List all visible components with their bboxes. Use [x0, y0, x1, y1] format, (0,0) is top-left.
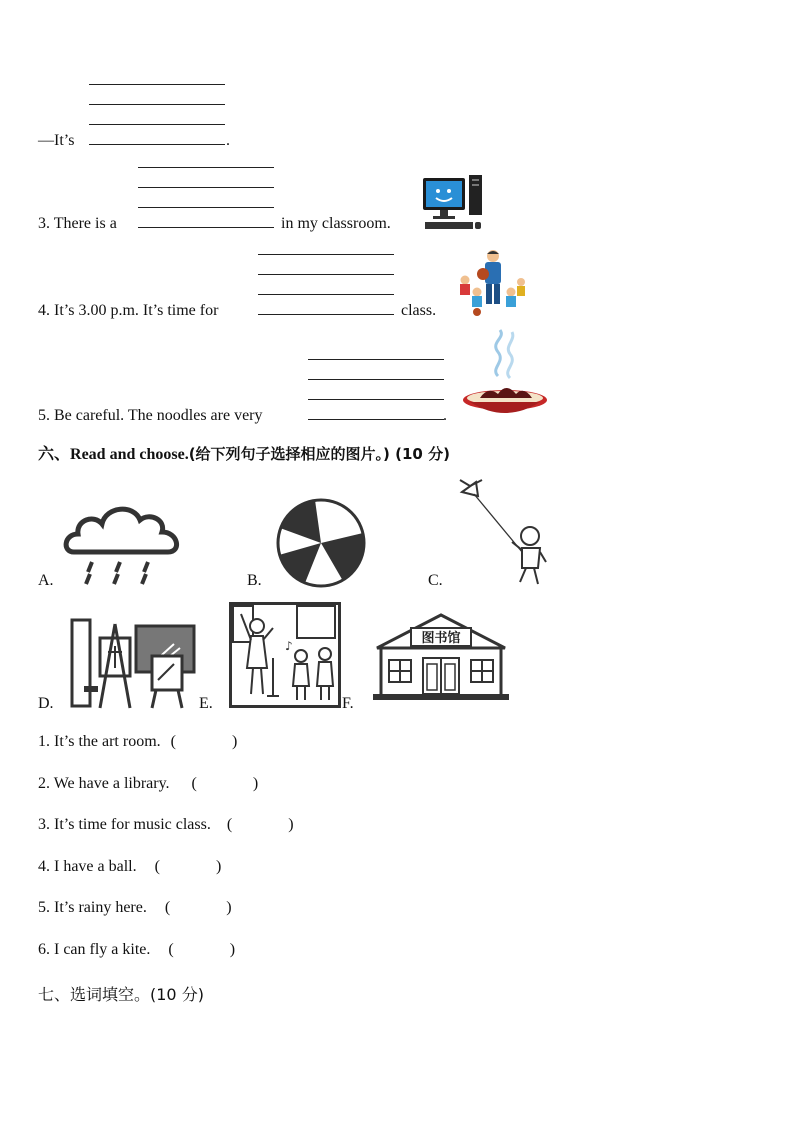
question-6-text: 6. I can fly a kite.: [38, 941, 151, 958]
question-4-answer-paren[interactable]: ( ): [154, 858, 222, 875]
q3-suffix: in my classroom.: [281, 215, 391, 232]
q3-prefix: 3. There is a: [38, 215, 117, 232]
question-1-text: 1. It’s the art room.: [38, 733, 161, 750]
question-4-text: 4. I have a ball.: [38, 858, 137, 875]
section6-title-cn: (给下列句子选择相应的图片。) (10 分): [188, 445, 450, 463]
hot-noodles-icon: [460, 328, 550, 422]
question-5-text: 5. It’s rainy here.: [38, 899, 147, 916]
q3-answer-blank[interactable]: [138, 211, 274, 229]
q2-suffix: .: [226, 132, 230, 149]
q4-prefix: 4. It’s 3.00 p.m. It’s time for: [38, 302, 219, 319]
q4-suffix: class.: [401, 302, 437, 319]
section6-heading: [38, 441, 450, 464]
option-letter-a: A.: [38, 572, 54, 589]
option-letter-d: D.: [38, 695, 54, 712]
rain-cloud-icon: [62, 500, 184, 588]
question-2-answer-paren[interactable]: ( ): [191, 775, 259, 792]
library-sign: 图书馆: [421, 631, 461, 646]
question-1-answer-paren[interactable]: ( ): [170, 733, 238, 750]
option-letter-e: E.: [199, 695, 213, 712]
question-4: [38, 858, 221, 876]
question-3-text: 3. It’s time for music class.: [38, 816, 211, 833]
kite-boy-icon: [454, 476, 550, 588]
q5-prefix: 5. Be careful. The noodles are very: [38, 407, 263, 424]
question-3: [38, 816, 294, 834]
question-5-answer-paren[interactable]: ( ): [164, 899, 232, 916]
option-letter-c: C.: [428, 572, 443, 589]
q4-answer-blank[interactable]: [258, 298, 394, 316]
option-letter-f: F.: [342, 695, 354, 712]
q2-prefix: —It’s: [38, 132, 75, 149]
section7-heading: 七、选词填空。(10 分): [38, 985, 204, 1004]
question-2: [38, 775, 258, 793]
option-letter-b: B.: [247, 572, 262, 589]
ball-icon: [271, 497, 371, 589]
svg-text:♪: ♪: [285, 639, 293, 653]
q2-answer-blank[interactable]: [89, 128, 225, 146]
question-2-text: 2. We have a library.: [38, 775, 170, 792]
computer-icon: [421, 173, 485, 231]
question-1: [38, 733, 237, 751]
question-6-answer-paren[interactable]: ( ): [168, 941, 236, 958]
q5-suffix: .: [443, 407, 447, 424]
section6-number: 六、: [38, 444, 71, 463]
art-room-icon: [70, 616, 198, 710]
question-3-answer-paren[interactable]: ( ): [226, 816, 294, 833]
music-class-icon: [229, 602, 341, 708]
library-building-icon: [371, 612, 511, 702]
question-5: [38, 899, 232, 917]
q5-answer-blank[interactable]: [308, 403, 444, 421]
section6-title-en: Read and choose.: [70, 446, 189, 463]
question-6: [38, 941, 235, 959]
pe-class-icon: [455, 248, 527, 318]
